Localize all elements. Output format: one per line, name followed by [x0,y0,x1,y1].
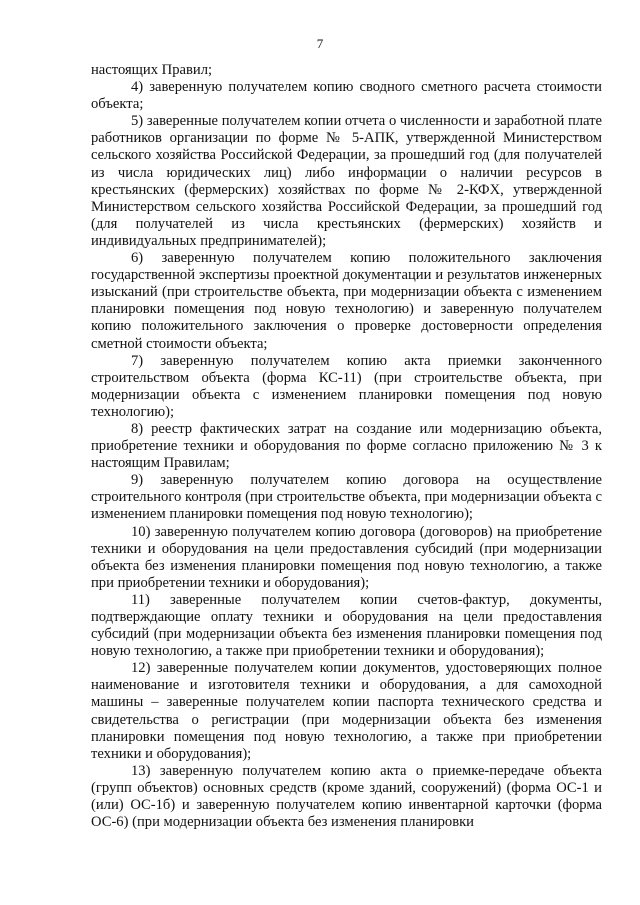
paragraph-item-7: 7) заверенную получателем копию акта приемки законченного строительством объекта (форма КС-11) (при строительстве объекта, при модернизации объекта с изменением планировки помещения под новую технологию); [91,352,602,420]
paragraph-item-6: 6) заверенную получателем копию положительного заключения государственной экспертизы проектной документации и результатов инженерных изысканий (при строительстве объекта, при модернизации объекта с изменением планировки помещения под новую технологию) и заверенную получателем копию положительного заключения о проверке достоверности определения сметной стоимости объекта; [91,250,602,352]
paragraph-item-13: 13) заверенную получателем копию акта о приемке-передаче объекта (групп объектов) основных средств (кроме зданий, сооружений) (форма ОС-1 и (или) ОС-1б) и заверенную получателем копию инвентарной карточки (форма ОС-6) (при модернизации объекта без изменения планировки [91,762,602,831]
paragraph-item-5: 5) заверенные получателем копии отчета о численности и заработной плате работников организации по форме № 5-АПК, утвержденной Министерством сельского хозяйства Российской Федерации, за прошедший год (для получателей из числа юридических лиц) либо информации о наличии ресурсов в крестьянских (фермерских) хозяйствах по форме № 2-КФХ, утвержденной Министерством сельского хозяйства Российской Федерации, за прошедший год (для получателей из числа крестьянских (фермерских) хозяйств и индивидуальных предпринимателей); [91,113,602,249]
paragraph-item-9: 9) заверенную получателем копию договора на осуществление строительного контроля (при строительстве объекта, при модернизации объекта с изменением планировки помещения под новую технологию); [91,472,602,523]
paragraph-item-4: 4) заверенную получателем копию сводного сметного расчета стоимости объекта; [91,79,602,113]
paragraph-item-12: 12) заверенные получателем копии документов, удостоверяющих полное наименование и изготовителя техники и оборудования, а для самоходной машины – заверенные получателем копии паспорта технического средства и свидетельства о регистрации (при модернизации объекта без изменения планировки помещения под новую технологию, а также при приобретении техники и оборудования); [91,660,602,762]
paragraph-item-10: 10) заверенную получателем копию договора (договоров) на приобретение техники и оборудования на цели предоставления субсидий (при модернизации объекта без изменения планировки помещения под новую технологию, а также при приобретении техники и оборудования); [91,523,602,591]
paragraph-continuation: настоящих Правил; [91,62,213,78]
paragraph-item-8: 8) реестр фактических затрат на создание или модернизацию объекта, приобретение техники и оборудования по форме согласно приложению № 3 к настоящим Правилам; [91,420,602,472]
document-body [91,62,602,831]
paragraph-item-11: 11) заверенные получателем копии счетов-фактур, документы, подтверждающие оплату техники и оборудования на цели предоставления субсидий (при модернизации объекта без изменения планировки помещения под новую технологию, а также при приобретении техники и оборудования); [91,591,602,660]
page-number: 7 [316,36,324,51]
